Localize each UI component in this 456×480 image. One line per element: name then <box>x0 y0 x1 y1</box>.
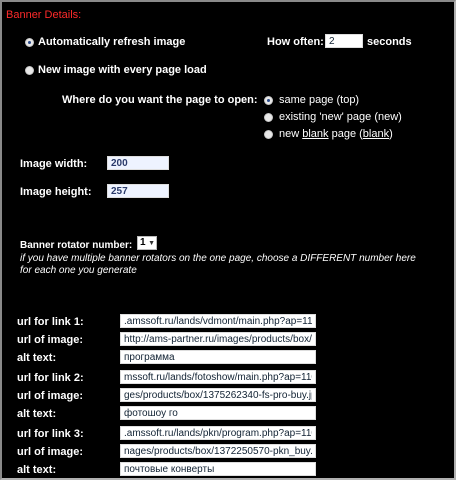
rotator-number-value: 1 <box>140 237 146 248</box>
how-often-label: How often: <box>267 36 324 48</box>
link2-url-input[interactable] <box>120 370 316 384</box>
image-height-label: Image height: <box>20 186 92 198</box>
new-image-label: New image with every page load <box>38 64 207 76</box>
link1-url-label: url for link 1: <box>17 316 84 328</box>
same-page-label: same page (top) <box>279 94 360 106</box>
link2-alt-label: alt text: <box>17 408 57 420</box>
rotator-number-label: Banner rotator number: <box>20 240 133 251</box>
rotator-number-select[interactable] <box>137 236 157 250</box>
image-width-input[interactable] <box>107 156 169 170</box>
radio-same-page[interactable] <box>264 96 273 105</box>
link3-image-label: url of image: <box>17 446 84 458</box>
auto-refresh-label: Automatically refresh image <box>38 36 186 48</box>
rotator-hint: if you have multiple banner rotators on the one page, choose a DIFFERENT number here for each one you generate <box>20 253 416 276</box>
link3-url-label: url for link 3: <box>17 428 84 440</box>
radio-new-image[interactable] <box>25 66 34 75</box>
seconds-label: seconds <box>367 36 412 48</box>
link2-url-label: url for link 2: <box>17 372 84 384</box>
section-title: Banner Details: <box>6 9 82 21</box>
link3-url-input[interactable] <box>120 426 316 440</box>
open-page-question: Where do you want the page to open: <box>62 94 258 106</box>
link1-image-input[interactable] <box>120 332 316 346</box>
how-often-input[interactable] <box>325 34 363 48</box>
link1-alt-label: alt text: <box>17 352 57 364</box>
image-width-label: Image width: <box>20 158 88 170</box>
radio-new-blank-page[interactable] <box>264 130 273 139</box>
link1-image-label: url of image: <box>17 334 84 346</box>
link2-alt-input[interactable] <box>120 406 316 420</box>
link2-image-input[interactable] <box>120 388 316 402</box>
radio-auto-refresh[interactable] <box>25 38 34 47</box>
radio-existing-page[interactable] <box>264 113 273 122</box>
link3-image-input[interactable] <box>120 444 316 458</box>
link3-alt-input[interactable] <box>120 462 316 476</box>
link1-alt-input[interactable] <box>120 350 316 364</box>
link1-url-input[interactable] <box>120 314 316 328</box>
new-blank-page-label: new blank page (blank) <box>279 128 393 140</box>
link2-image-label: url of image: <box>17 390 84 402</box>
link3-alt-label: alt text: <box>17 464 57 476</box>
chevron-down-icon: ▼ <box>148 240 155 247</box>
existing-page-label: existing 'new' page (new) <box>279 111 402 123</box>
image-height-input[interactable] <box>107 184 169 198</box>
